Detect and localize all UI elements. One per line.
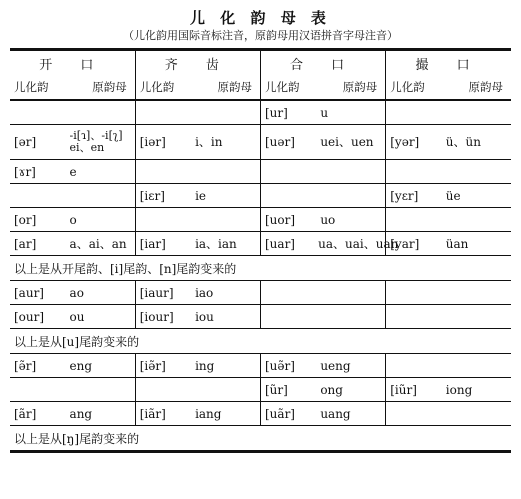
table-cell [10, 160, 135, 184]
original-final-line: ü、ün [445, 135, 481, 149]
table-cell [135, 354, 260, 378]
original-final [195, 190, 260, 202]
table-title: 儿 化 韵 母 表 [190, 9, 331, 27]
table-cell [261, 208, 386, 232]
table-row [10, 402, 511, 426]
erhua-final: [ə̃r] [14, 358, 37, 373]
erhua-final: [uər] [265, 135, 295, 149]
erhua-final: [ur] [265, 105, 288, 120]
original-final [320, 214, 385, 226]
table-cell [135, 281, 260, 305]
section-note-row [10, 329, 511, 354]
original-final [446, 238, 511, 250]
erhua-final: [uar] [265, 236, 295, 251]
group-header-qichi: 齐 齿 [135, 50, 260, 76]
original-final-line: e [69, 164, 77, 179]
table-cell [135, 160, 260, 184]
erhua-table [10, 48, 511, 453]
original-final-line: iong [445, 382, 473, 397]
original-final-line: üe [445, 188, 461, 203]
erhua-final: [ãr] [14, 406, 37, 421]
original-final [70, 166, 135, 178]
table-row [10, 160, 511, 184]
table-cell [386, 184, 511, 208]
table-cell [261, 378, 386, 402]
table-cell [10, 208, 135, 232]
table-cell [386, 378, 511, 402]
original-final-line: ing [195, 358, 215, 373]
table-cell [10, 402, 135, 426]
original-final-line: üan [445, 236, 469, 251]
original-final [195, 136, 260, 148]
table-row [10, 125, 511, 160]
table-cell [386, 354, 511, 378]
erhua-final: [iə̃r] [139, 358, 166, 373]
table-cell [261, 100, 386, 125]
erhua-final: [or] [14, 212, 37, 227]
original-final [70, 287, 135, 299]
original-final [320, 136, 385, 148]
erhua-final: [our] [14, 309, 45, 324]
sub-header-cell [10, 75, 135, 100]
group-header-cuokou: 撮 口 [386, 50, 511, 76]
sub-header-cell [386, 75, 511, 100]
original-final [195, 360, 260, 372]
erhua-final: [ər] [14, 135, 37, 149]
original-final-line: eng [69, 358, 93, 373]
section-note: 以上是从[ŋ]尾韵变来的 [10, 426, 511, 452]
table-cell [261, 281, 386, 305]
table-row [10, 281, 511, 305]
table-cell [386, 208, 511, 232]
table-row [10, 354, 511, 378]
table-cell [386, 160, 511, 184]
original-final-line: ong [320, 382, 343, 397]
section-note-row [10, 256, 511, 281]
table-row [10, 184, 511, 208]
erhua-header: 儿化韵 [14, 80, 49, 94]
table-cell [261, 305, 386, 329]
original-final-line: uei、uen [320, 135, 374, 149]
table-cell [386, 281, 511, 305]
table-row [10, 100, 511, 125]
original-final-line: uo [320, 212, 336, 227]
erhua-final: [ar] [14, 236, 37, 251]
original-final [318, 236, 399, 251]
original-final [70, 408, 135, 420]
original-final [70, 360, 135, 372]
erhua-final: [uãr] [265, 406, 295, 421]
original-header: 原韵母 [468, 80, 503, 94]
sub-header-row [10, 75, 511, 100]
original-final-line: iou [195, 309, 214, 324]
original-final [195, 287, 260, 299]
original-final-line: ei、en [69, 141, 105, 154]
table-cell [10, 125, 135, 160]
original-final-line: u [320, 105, 329, 120]
table-cell [10, 378, 135, 402]
original-final-line: ang [69, 406, 93, 421]
erhua-final: [ũr] [265, 382, 288, 397]
table-cell [261, 232, 399, 256]
table-cell [10, 184, 135, 208]
erhua-final: [yar] [390, 236, 420, 251]
table-cell [386, 125, 511, 160]
original-final-line: ueng [320, 358, 351, 373]
table-row [10, 208, 511, 232]
table-cell [261, 184, 386, 208]
original-final-line: iao [195, 285, 214, 300]
table-cell [386, 100, 511, 125]
erhua-header: 儿化韵 [390, 80, 425, 94]
table-cell [261, 354, 386, 378]
erhua-final: [iar] [139, 236, 166, 251]
section-note: 以上是从[u]尾韵变来的 [10, 329, 511, 354]
group-header-row [10, 50, 511, 76]
original-final [70, 238, 135, 250]
original-final-line: o [69, 212, 77, 227]
table-cell [386, 305, 511, 329]
table-cell [386, 402, 511, 426]
erhua-table-body [10, 50, 511, 452]
group-header-kaikou: 开 口 [10, 50, 135, 76]
original-final [320, 360, 385, 372]
erhua-final: [iour] [139, 309, 174, 324]
original-final-line: iang [195, 406, 222, 421]
section-note-row [10, 426, 511, 452]
original-final-line: ua、uai、uan [318, 236, 399, 251]
original-final-line: -i[ɿ]、-i[ʅ] [69, 129, 123, 142]
original-final-line: i、in [195, 135, 223, 149]
original-final [195, 408, 260, 420]
original-header: 原韵母 [92, 80, 127, 94]
erhua-header: 儿化韵 [139, 80, 175, 94]
original-final [70, 214, 135, 226]
table-row [10, 232, 511, 256]
original-final-line: a、ai、an [69, 236, 127, 251]
original-final-line: ie [195, 188, 207, 203]
table-cell [10, 232, 135, 256]
table-cell [261, 160, 386, 184]
table-cell [10, 354, 135, 378]
original-final [320, 107, 385, 119]
erhua-final: [ɤr] [14, 164, 36, 179]
erhua-final: [yɛr] [390, 188, 419, 203]
sub-header-cell [261, 75, 386, 100]
original-final [446, 384, 511, 396]
erhua-final: [iũr] [390, 382, 417, 397]
table-subtitle: （儿化韵用国际音标注音，原韵母用汉语拼音字母注音） [123, 29, 398, 42]
original-final-line: ia、ian [195, 236, 237, 251]
table-cell [386, 232, 511, 256]
original-final [195, 311, 260, 323]
erhua-final: [iaur] [139, 285, 174, 300]
original-final-line: ao [69, 285, 84, 300]
erhua-final: [iər] [139, 135, 166, 149]
original-header: 原韵母 [217, 80, 252, 94]
table-cell [10, 305, 135, 329]
original-final [320, 384, 385, 396]
original-final-line: ou [69, 309, 85, 324]
erhua-final: [iɛr] [139, 188, 165, 203]
table-row [10, 305, 511, 329]
table-cell [10, 281, 135, 305]
table-cell [135, 100, 260, 125]
table-cell [135, 125, 260, 160]
table-cell [261, 125, 386, 160]
original-final [195, 238, 260, 250]
erhua-final: [yər] [390, 135, 420, 149]
table-cell [135, 232, 260, 256]
original-final [446, 190, 511, 202]
erhua-final: [uə̃r] [265, 358, 295, 373]
table-cell [135, 208, 260, 232]
original-final [320, 408, 385, 420]
original-header: 原韵母 [342, 80, 378, 94]
original-final [446, 136, 511, 148]
table-cell [135, 305, 260, 329]
erhua-final: [iãr] [139, 406, 166, 421]
erhua-final: [aur] [14, 285, 44, 300]
erhua-final: [uor] [265, 212, 296, 227]
group-header-hekou: 合 口 [261, 50, 386, 76]
original-final-line: uang [320, 406, 351, 421]
sub-header-cell [135, 75, 260, 100]
table-cell [261, 402, 386, 426]
table-cell [10, 100, 135, 125]
table-cell [135, 378, 260, 402]
table-row [10, 378, 511, 402]
erhua-header: 儿化韵 [265, 80, 300, 94]
table-cell [135, 184, 260, 208]
section-note: 以上是从开尾韵、[i]尾韵、[n]尾韵变来的 [10, 256, 511, 281]
original-final [70, 130, 135, 154]
original-final [70, 311, 135, 323]
table-cell [135, 402, 260, 426]
